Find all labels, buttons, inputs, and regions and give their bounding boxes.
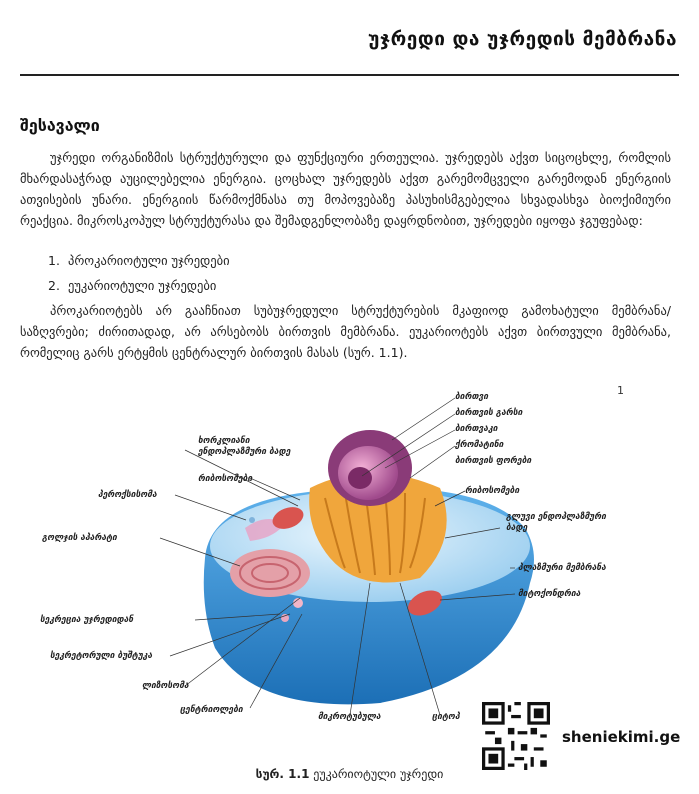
list-number: 1.: [48, 253, 60, 268]
qr-code-icon[interactable]: [482, 702, 550, 770]
eukaryotic-cell-figure: [40, 378, 650, 763]
figure-caption: [0, 767, 699, 781]
figure-number: 1: [617, 384, 624, 397]
label-nuclear-pores: ბირთვის ფორები: [455, 456, 532, 466]
label-secretion: სეკრეცია უჯრედიდან: [40, 615, 134, 625]
label-chromatin: ქრომატინი: [455, 440, 504, 450]
label-plasma-membrane: პლაზმური მემბრანა: [518, 563, 606, 573]
golgi-shape: [230, 549, 310, 597]
watermark-site[interactable]: sheniekimi.ge: [562, 728, 681, 746]
label-nucleolus: ბირთვაკი: [455, 424, 498, 434]
label-golgi: გოლჯის აპარატი: [42, 533, 117, 543]
list-item: [48, 248, 230, 273]
label-mitochondria: მიტოქონდრია: [518, 589, 581, 599]
label-ribosomes-right: რიბოსომები: [465, 486, 520, 496]
section-heading: შესავალი: [20, 116, 100, 135]
nucleus-shape: [328, 430, 412, 506]
title-divider: [20, 74, 679, 76]
list-number: 2.: [48, 278, 60, 293]
label-smooth-er: გლუვი ენდოპლაზმური ბადე: [506, 512, 607, 533]
list-item: [48, 273, 230, 298]
paragraph-intro: უჯრედი ორგანიზმის სტრუქტურული და ფუნქციური ერთეულია. უჯრედებს აქვთ სიცოცხლე, რომლის მხარდასაჭრად აუცილებელია ენერგია. ცოცხალ უჯრედებს აქვთ გარემომცველი გარემოდან ენერგიის ათვისების უნარი. ენერგიის წარმოქმნასა თუ მოპოვებაზე პასუხისმგებელია სხვადასხვა ბიოქიმიური რეაქცია. მიკროსკოპულ სტრუქტურასა და შემადგენლობაზე დაყრდნობით, უჯრედები იყოფა ჯგუფებად:: [20, 150, 671, 228]
label-nucleus: ბირთვი: [455, 392, 489, 402]
label-rough-er: ხორკლიანი ენდოპლაზმური ბადე: [198, 436, 291, 457]
label-lysosome: ლიზოსომა: [142, 681, 189, 691]
page-title: უჯრედი და უჯრედის მემბრანა: [368, 28, 677, 50]
label-ribosomes-left: რიბოსომები: [198, 474, 253, 484]
caption-text: ეუკარიოტული უჯრედი: [313, 767, 444, 781]
label-centrioles: ცენტრიოლები: [180, 705, 243, 715]
cell-types-list: [48, 248, 230, 298]
list-text: ეუკარიოტული უჯრედები: [68, 278, 217, 293]
label-microtubule: მიკროტუბულა: [318, 712, 381, 722]
label-nuclear-envelope: ბირთვის გარსი: [455, 408, 523, 418]
paragraph-prokaryotes: პროკარიოტებს არ გააჩნიათ სუბუჯრედული სტრუქტურების მკაფიოდ გამოხატული მემბრანა/საზღვრები; ძირითადად, არ არსებობს ბირთვის მემბრანა. ეუკარიოტებს აქვთ ბირთვული მემბრანა, რომელიც გარს ერტყმის ცენტრალურ ბირთვის მასას (სურ. 1.1).: [20, 303, 671, 360]
label-peroxisome: პეროქსისომა: [98, 490, 157, 500]
label-cytoplasm: ციტოპ: [432, 712, 460, 722]
caption-prefix: სურ. 1.1: [255, 767, 310, 781]
list-text: პროკარიოტული უჯრედები: [68, 253, 230, 268]
label-secretory-vesicle: სეკრეტორული ბუშტუკა: [50, 651, 153, 661]
